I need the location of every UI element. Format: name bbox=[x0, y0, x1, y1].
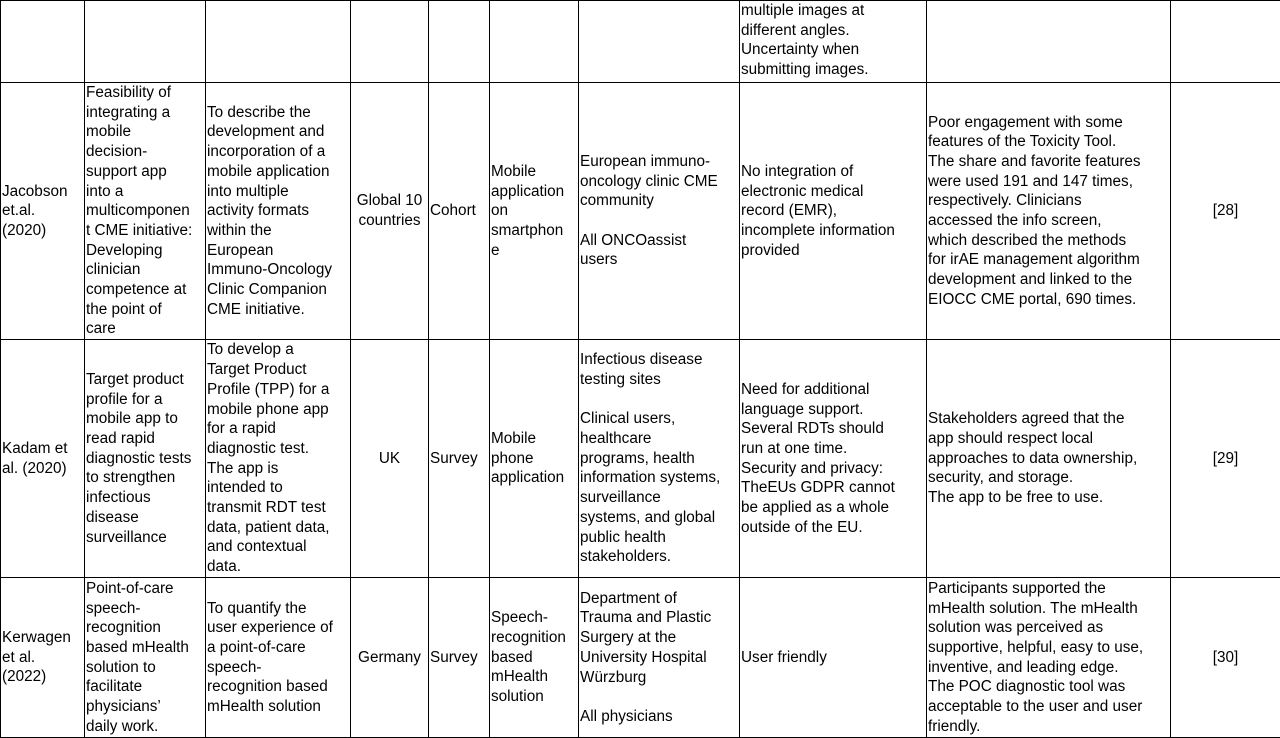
cell-text-line: stakeholders. bbox=[580, 547, 738, 567]
cell-outcomes bbox=[927, 340, 1171, 578]
table-row bbox=[1, 83, 1280, 340]
cell-text-line: Need for additional bbox=[741, 380, 925, 400]
cell-text-line: integrating a bbox=[86, 103, 204, 123]
cell-outcomes bbox=[927, 83, 1171, 340]
cell-text-line: disease bbox=[86, 508, 204, 528]
cell-text-line: Mobile bbox=[491, 429, 577, 449]
cell-text-line: Würzburg bbox=[580, 668, 738, 688]
cell-text-line: acceptable to the user and user bbox=[928, 697, 1169, 717]
cell-text-line: outside of the EU. bbox=[741, 518, 925, 538]
cell-text-line: user experience of bbox=[207, 618, 349, 638]
cell-participants bbox=[579, 83, 740, 340]
cell-text-line: features of the Toxicity Tool. bbox=[928, 132, 1169, 152]
cell-text-line: to strengthen bbox=[86, 468, 204, 488]
cell-text-line: oncology clinic CME bbox=[580, 172, 738, 192]
cell-text-line: read rapid bbox=[86, 429, 204, 449]
cell-text-line: speech- bbox=[86, 599, 204, 619]
cell-text-line: data, patient data, bbox=[207, 518, 349, 538]
cell-text-line: Department of bbox=[580, 589, 738, 609]
cell-text-line: development and linked to the bbox=[928, 270, 1169, 290]
cell-text-line: Speech- bbox=[491, 608, 577, 628]
cell-text-line: public health bbox=[580, 528, 738, 548]
cell-text-line: be applied as a whole bbox=[741, 498, 925, 518]
cell-study-design: Survey bbox=[429, 578, 490, 738]
cell-citation: [30] bbox=[1171, 578, 1280, 738]
cell-text-line: EIOCC CME portal, 690 times. bbox=[928, 290, 1169, 310]
cell-text-line: (2022) bbox=[2, 667, 83, 687]
cell-reference bbox=[1, 1, 85, 83]
cell-text-line: To quantify the bbox=[207, 599, 349, 619]
cell-objective bbox=[206, 340, 351, 578]
cell-text-line: Clinic Companion bbox=[207, 280, 349, 300]
cell-text-line: daily work. bbox=[86, 717, 204, 737]
cell-text-line: the point of bbox=[86, 300, 204, 320]
cell-text-line: speech- bbox=[207, 658, 349, 678]
cell-text-line: profile for a bbox=[86, 390, 204, 410]
paragraph-gap bbox=[580, 687, 738, 707]
cell-text-line: The app is bbox=[207, 459, 349, 479]
cell-challenges bbox=[740, 340, 927, 578]
cell-text-line: recognition based bbox=[207, 677, 349, 697]
cell-text-line: The app to be free to use. bbox=[928, 488, 1169, 508]
cell-text-line: No integration of bbox=[741, 162, 925, 182]
cell-text-line: mHealth solution. The mHealth bbox=[928, 599, 1169, 619]
cell-text-line: surveillance bbox=[86, 528, 204, 548]
cell-text-line: transmit RDT test bbox=[207, 498, 349, 518]
cell-text-line: record (EMR), bbox=[741, 201, 925, 221]
cell-text-line: Infectious disease bbox=[580, 350, 738, 370]
cell-text-line: al. (2020) bbox=[2, 459, 83, 479]
cell-participants bbox=[579, 1, 740, 83]
cell-text-line: multiple images at bbox=[741, 1, 925, 21]
cell-study-title bbox=[85, 340, 206, 578]
cell-text-line: Uncertainty when bbox=[741, 40, 925, 60]
cell-text-line: community bbox=[580, 191, 738, 211]
cell-text-line: To develop a bbox=[207, 340, 349, 360]
cell-text-line: programs, health bbox=[580, 449, 738, 469]
cell-text-line: All ONCOassist bbox=[580, 231, 738, 251]
cell-text-line: Germany bbox=[352, 648, 427, 668]
cell-text-line: t CME initiative: bbox=[86, 221, 204, 241]
cell-text-line: healthcare bbox=[580, 429, 738, 449]
cell-text-line: mobile app to bbox=[86, 409, 204, 429]
cell-text-line: users bbox=[580, 250, 738, 270]
cell-text-line: Several RDTs should bbox=[741, 419, 925, 439]
cell-text-line: mobile bbox=[86, 122, 204, 142]
cell-text-line: inventive, and leading edge. bbox=[928, 658, 1169, 678]
cell-text-line: mobile phone app bbox=[207, 400, 349, 420]
cell-text-line: for irAE management algorithm bbox=[928, 250, 1169, 270]
cell-text-line: Jacobson bbox=[2, 182, 83, 202]
cell-text-line: electronic medical bbox=[741, 182, 925, 202]
cell-text-line: facilitate bbox=[86, 677, 204, 697]
cell-text-line: Stakeholders agreed that the bbox=[928, 409, 1169, 429]
cell-text-line: a point-of-care bbox=[207, 638, 349, 658]
cell-text-line: different angles. bbox=[741, 21, 925, 41]
cell-text-line: Profile (TPP) for a bbox=[207, 380, 349, 400]
cell-text-line: supportive, helpful, easy to use, bbox=[928, 638, 1169, 658]
cell-study-title bbox=[85, 83, 206, 340]
cell-text-line: User friendly bbox=[741, 648, 925, 668]
cell-text-line: et al. bbox=[2, 648, 83, 668]
cell-citation: [28] bbox=[1171, 83, 1280, 340]
cell-text-line: Target product bbox=[86, 370, 204, 390]
cell-text-line: TheEUs GDPR cannot bbox=[741, 478, 925, 498]
cell-text-line: e bbox=[491, 241, 577, 261]
cell-participants bbox=[579, 340, 740, 578]
cell-text-line: application bbox=[491, 182, 577, 202]
cell-text-line: mHealth solution bbox=[207, 697, 349, 717]
cell-text-line: University Hospital bbox=[580, 648, 738, 668]
cell-study-design: Cohort bbox=[429, 83, 490, 340]
cell-text-line: The POC diagnostic tool was bbox=[928, 677, 1169, 697]
cell-text-line: solution bbox=[491, 687, 577, 707]
cell-text-line: Kadam et bbox=[2, 439, 83, 459]
cell-text-line: incorporation of a bbox=[207, 142, 349, 162]
cell-text-line: solution to bbox=[86, 658, 204, 678]
cell-text-line: development and bbox=[207, 122, 349, 142]
cell-text-line: European immuno- bbox=[580, 152, 738, 172]
cell-objective bbox=[206, 1, 351, 83]
cell-text-line: CME initiative. bbox=[207, 300, 349, 320]
cell-text-line: were used 191 and 147 times, bbox=[928, 172, 1169, 192]
cell-text-line: Surgery at the bbox=[580, 628, 738, 648]
cell-text-line: data. bbox=[207, 557, 349, 577]
cell-outcomes bbox=[927, 578, 1171, 738]
cell-intervention bbox=[490, 578, 579, 738]
cell-text-line: application bbox=[491, 468, 577, 488]
cell-reference bbox=[1, 578, 85, 738]
cell-text-line: into a bbox=[86, 182, 204, 202]
cell-text-line: based bbox=[491, 648, 577, 668]
cell-participants bbox=[579, 578, 740, 738]
cell-study-title bbox=[85, 578, 206, 738]
cell-text-line: mobile application bbox=[207, 162, 349, 182]
cell-text-line: within the bbox=[207, 221, 349, 241]
cell-text-line: mHealth bbox=[491, 667, 577, 687]
cell-text-line: solution was perceived as bbox=[928, 618, 1169, 638]
cell-text-line: Global 10 bbox=[352, 191, 427, 211]
cell-text-line: (2020) bbox=[2, 221, 83, 241]
cell-text-line: Kerwagen bbox=[2, 628, 83, 648]
cell-text-line: run at one time. bbox=[741, 439, 925, 459]
cell-intervention bbox=[490, 83, 579, 340]
cell-study-design: Survey bbox=[429, 340, 490, 578]
cell-text-line: surveillance bbox=[580, 488, 738, 508]
table-row bbox=[1, 578, 1280, 738]
cell-text-line: countries bbox=[352, 211, 427, 231]
cell-challenges bbox=[740, 578, 927, 738]
paragraph-gap bbox=[580, 390, 738, 410]
cell-text-line: incomplete information bbox=[741, 221, 925, 241]
cell-text-line: et.al. bbox=[2, 201, 83, 221]
cell-intervention bbox=[490, 340, 579, 578]
cell-text-line: activity formats bbox=[207, 201, 349, 221]
cell-text-line: Participants supported the bbox=[928, 579, 1169, 599]
cell-reference bbox=[1, 83, 85, 340]
cell-text-line: provided bbox=[741, 241, 925, 261]
cell-text-line: Trauma and Plastic bbox=[580, 608, 738, 628]
cell-text-line: diagnostic tests bbox=[86, 449, 204, 469]
cell-text-line: for a rapid bbox=[207, 419, 349, 439]
cell-text-line: systems, and global bbox=[580, 508, 738, 528]
cell-text-line: Mobile bbox=[491, 162, 577, 182]
cell-text-line: intended to bbox=[207, 478, 349, 498]
cell-text-line: Poor engagement with some bbox=[928, 113, 1169, 133]
cell-text-line: support app bbox=[86, 162, 204, 182]
cell-text-line: which described the methods bbox=[928, 231, 1169, 251]
table-row bbox=[1, 1, 1280, 83]
cell-text-line: and contextual bbox=[207, 537, 349, 557]
cell-study-title bbox=[85, 1, 206, 83]
cell-text-line: app should respect local bbox=[928, 429, 1169, 449]
cell-text-line: diagnostic test. bbox=[207, 439, 349, 459]
cell-text-line: care bbox=[86, 319, 204, 339]
cell-challenges bbox=[740, 1, 927, 83]
cell-text-line: UK bbox=[352, 449, 427, 469]
cell-text-line: The share and favorite features bbox=[928, 152, 1169, 172]
cell-text-line: respectively. Clinicians bbox=[928, 191, 1169, 211]
cell-text-line: submitting images. bbox=[741, 60, 925, 80]
cell-text-line: clinician bbox=[86, 260, 204, 280]
cell-text-line: information systems, bbox=[580, 468, 738, 488]
cell-reference bbox=[1, 340, 85, 578]
cell-text-line: European bbox=[207, 241, 349, 261]
cell-location bbox=[351, 578, 429, 738]
cell-text-line: infectious bbox=[86, 488, 204, 508]
paragraph-gap bbox=[580, 211, 738, 231]
cell-location bbox=[351, 340, 429, 578]
cell-text-line: decision- bbox=[86, 142, 204, 162]
cell-citation: [29] bbox=[1171, 340, 1280, 578]
cell-text-line: language support. bbox=[741, 400, 925, 420]
cell-text-line: Clinical users, bbox=[580, 409, 738, 429]
cell-location bbox=[351, 1, 429, 83]
cell-text-line: on bbox=[491, 201, 577, 221]
cell-text-line: Security and privacy: bbox=[741, 459, 925, 479]
cell-text-line: multicomponen bbox=[86, 201, 204, 221]
cell-location bbox=[351, 83, 429, 340]
cell-text-line: into multiple bbox=[207, 182, 349, 202]
cell-text-line: security, and storage. bbox=[928, 468, 1169, 488]
cell-objective bbox=[206, 578, 351, 738]
cell-text-line: phone bbox=[491, 449, 577, 469]
cell-text-line: Developing bbox=[86, 241, 204, 261]
cell-text-line: competence at bbox=[86, 280, 204, 300]
table-row bbox=[1, 340, 1280, 578]
cell-text-line: based mHealth bbox=[86, 638, 204, 658]
cell-text-line: Feasibility of bbox=[86, 83, 204, 103]
cell-text-line: recognition bbox=[491, 628, 577, 648]
cell-intervention bbox=[490, 1, 579, 83]
cell-text-line: To describe the bbox=[207, 103, 349, 123]
cell-text-line: Immuno-Oncology bbox=[207, 260, 349, 280]
cell-text-line: All physicians bbox=[580, 707, 738, 727]
cell-text-line: friendly. bbox=[928, 717, 1169, 737]
cell-text-line: recognition bbox=[86, 618, 204, 638]
cell-text-line: Target Product bbox=[207, 360, 349, 380]
cell-text-line: physicians’ bbox=[86, 697, 204, 717]
cell-objective bbox=[206, 83, 351, 340]
cell-text-line: accessed the info screen, bbox=[928, 211, 1169, 231]
cell-text-line: smartphon bbox=[491, 221, 577, 241]
cell-text-line: approaches to data ownership, bbox=[928, 449, 1169, 469]
cell-challenges bbox=[740, 83, 927, 340]
cell-text-line: testing sites bbox=[580, 370, 738, 390]
cell-text-line: Point-of-care bbox=[86, 579, 204, 599]
cell-outcomes bbox=[927, 1, 1171, 83]
cell-citation bbox=[1171, 1, 1280, 83]
cell-study-design bbox=[429, 1, 490, 83]
